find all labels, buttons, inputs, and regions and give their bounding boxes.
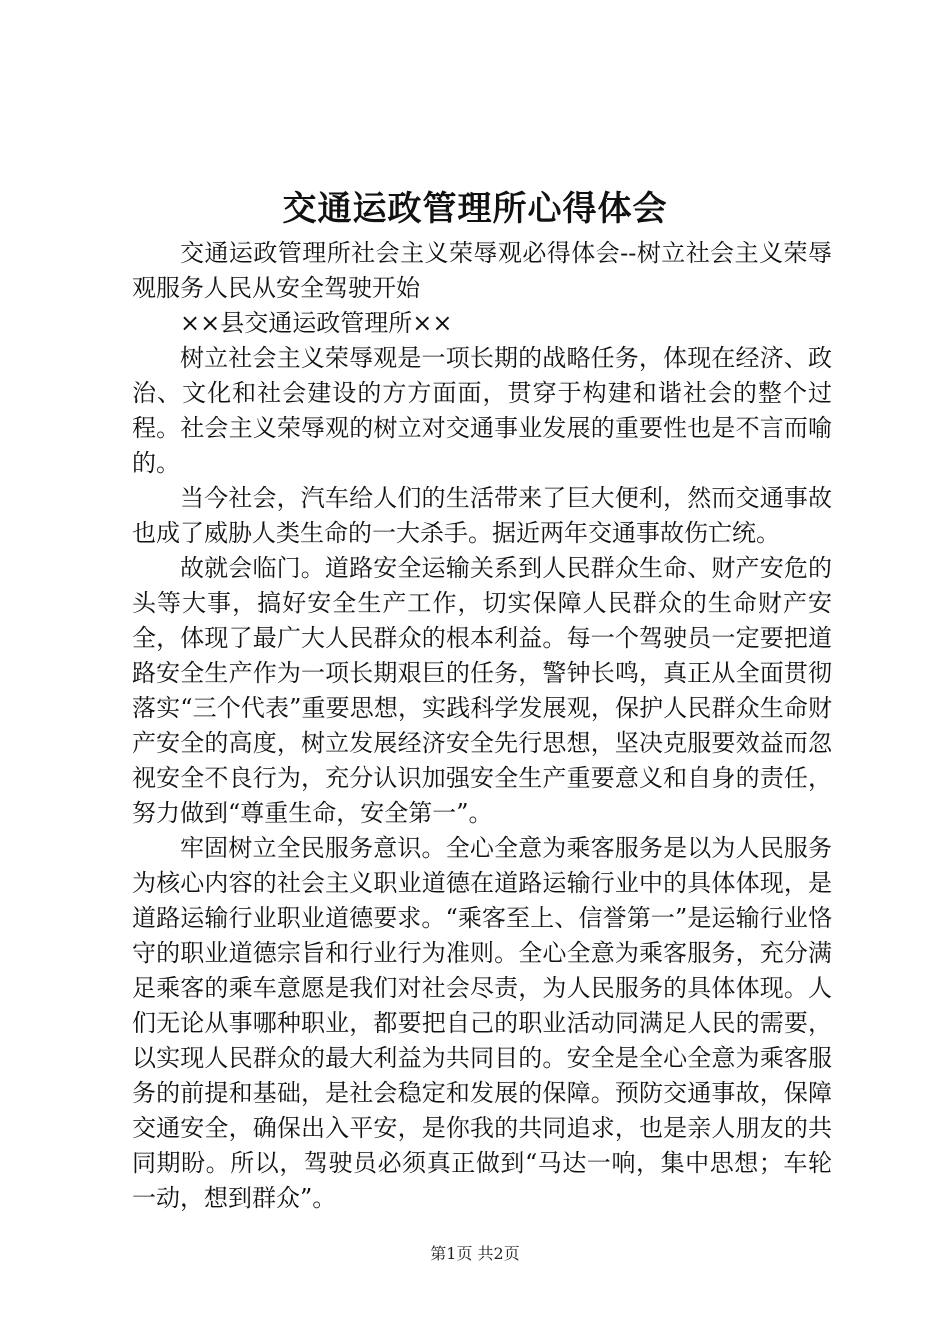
paragraph-intro: 树立社会主义荣辱观是一项长期的战略任务，体现在经济、政治、文化和社会建设的方方面面，贯穿于构建和谐社会的整个过程。社会主义荣辱观的树立对交通事业发展的重要性也是不言而喻的。 xyxy=(132,344,832,477)
page-number-footer: 第1页 共2页 xyxy=(430,1244,520,1263)
document-body xyxy=(132,236,832,1216)
paragraph-safety: 故就会临门。道路安全运输关系到人民群众生命、财产安危的头等大事，搞好安全生产工作，切实保障人民群众的生命财产安全，体现了最广大人民群众的根本利益。每一个驾驶员一定要把道路安全生产作为一项长期艰巨的任务，警钟长鸣，真正从全面贯彻落实“三个代表”重要思想，实践科学发展观，保护人民群众生命财产安全的高度，树立发展经济安全先行思想，坚决克服要效益而忽视安全不良行为，充分认识加强安全生产重要意义和自身的责任，努力做到“尊重生命，安全第一”。 xyxy=(132,554,832,827)
paragraph-author: ××县交通运政管理所×× xyxy=(180,309,453,337)
paragraph-service: 牢固树立全民服务意识。全心全意为乘客服务是以为人民服务为核心内容的社会主义职业道德在道路运输行业中的具体体现，是道路运输行业职业道德要求。“乘客至上、信誉第一”是运输行业恪守的职业道德宗旨和行业行为准则。全心全意为乘客服务，充分满足乘客的乘车意愿是我们对社会尽责，为人民服务的具体体现。人们无论从事哪种职业，都要把自己的职业活动同满足人民的需要，以实现人民群众的最大利益为共同目的。安全是全心全意为乘客服务的前提和基础，是社会稳定和发展的保障。预防交通事故，保障交通安全，确保出入平安，是你我的共同追求，也是亲人朋友的共同期盼。所以，驾驶员必须真正做到“马达一响，集中思想；车轮一动，想到群众”。 xyxy=(132,834,832,1212)
document-title: 交通运政管理所心得体会 xyxy=(282,189,668,229)
paragraph-traffic-accidents: 当今社会，汽车给人们的生活带来了巨大便利，然而交通事故也成了威胁人类生命的一大杀手。据近两年交通事故伤亡统。 xyxy=(132,484,832,547)
paragraph-subtitle: 交通运政管理所社会主义荣辱观必得体会--树立社会主义荣辱观服务人民从安全驾驶开始 xyxy=(132,239,832,302)
